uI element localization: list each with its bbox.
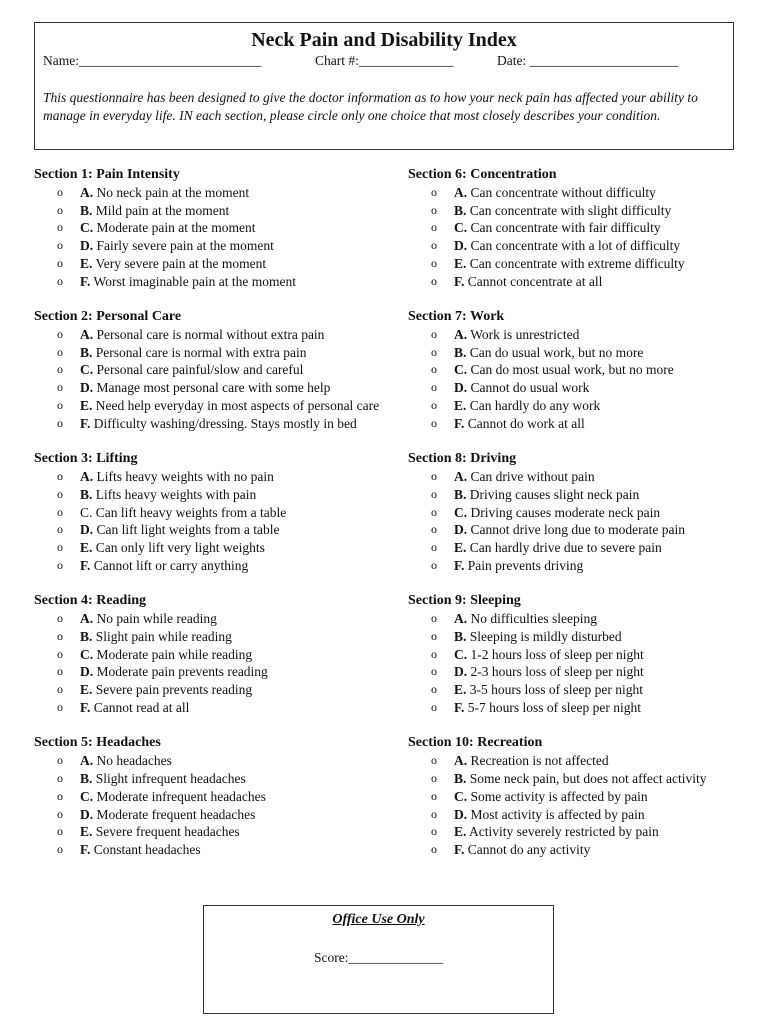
section-title: Section 7: Work <box>408 309 505 325</box>
option-item[interactable] <box>34 344 394 362</box>
option-letter: D. <box>80 380 94 396</box>
option-item[interactable] <box>34 361 394 379</box>
section <box>408 450 768 575</box>
option-text: Can hardly do any work <box>469 398 601 414</box>
option-letter: C. <box>80 646 94 662</box>
option-text: Mild pain at the moment <box>95 202 230 218</box>
option-text: 5-7 hours loss of sleep per night <box>467 700 641 716</box>
option-text: Slight infrequent headaches <box>95 770 246 786</box>
section <box>34 308 394 433</box>
circle-bullet-icon: o <box>57 842 63 857</box>
section <box>408 592 768 717</box>
option-item[interactable] <box>34 184 394 202</box>
option-text: Can concentrate with a lot of difficulty <box>470 238 681 254</box>
option-text: Need help everyday in most aspects of personal care <box>95 398 380 414</box>
option-item[interactable] <box>34 415 394 433</box>
name-field[interactable] <box>43 53 261 69</box>
section <box>34 166 394 291</box>
circle-bullet-icon: o <box>57 753 63 768</box>
circle-bullet-icon: o <box>57 824 63 839</box>
option-item[interactable] <box>34 486 394 504</box>
option-letter: B. <box>80 628 93 644</box>
option-letter: E. <box>80 824 93 840</box>
circle-bullet-icon: o <box>431 788 437 803</box>
header-box <box>34 22 734 150</box>
option-text: Pain prevents driving <box>467 557 584 573</box>
circle-bullet-icon: o <box>57 415 63 430</box>
circle-bullet-icon: o <box>431 362 437 377</box>
option-letter: E. <box>454 540 467 556</box>
score-blank: ______________ <box>348 950 443 965</box>
circle-bullet-icon: o <box>57 646 63 661</box>
option-item[interactable] <box>408 841 768 859</box>
chart-field[interactable] <box>315 53 453 69</box>
option-text: Moderate pain prevents reading <box>96 664 268 680</box>
option-list <box>34 752 394 859</box>
option-list <box>408 752 768 859</box>
option-list <box>408 610 768 717</box>
option-text: Can only lift very light weights <box>95 540 265 556</box>
circle-bullet-icon: o <box>431 753 437 768</box>
option-item[interactable] <box>34 841 394 859</box>
option-text: Can do most usual work, but no more <box>470 362 674 378</box>
option-text: No difficulties sleeping <box>470 611 597 627</box>
option-text: Personal care is normal with extra pain <box>95 344 307 360</box>
circle-bullet-icon: o <box>57 700 63 715</box>
option-text: Can concentrate with fair difficulty <box>470 220 661 236</box>
circle-bullet-icon: o <box>431 522 437 537</box>
option-letter: E. <box>80 540 93 556</box>
option-list <box>34 184 394 291</box>
option-item[interactable] <box>408 219 768 237</box>
option-list <box>408 468 768 575</box>
option-text: Sleeping is mildly disturbed <box>469 628 622 644</box>
section-title: Section 2: Personal Care <box>34 309 182 325</box>
option-text: Worst imaginable pain at the moment <box>93 273 297 289</box>
option-text: Activity severely restricted by pain <box>469 824 659 840</box>
circle-bullet-icon: o <box>431 611 437 626</box>
circle-bullet-icon: o <box>431 184 437 199</box>
option-text: Can lift heavy weights from a table <box>95 504 287 520</box>
option-item[interactable] <box>408 699 768 717</box>
section <box>408 166 768 291</box>
option-letter: C. <box>454 646 468 662</box>
circle-bullet-icon: o <box>431 238 437 253</box>
option-item[interactable] <box>34 326 394 344</box>
option-item[interactable] <box>408 237 768 255</box>
option-letter: E. <box>80 398 93 414</box>
option-item[interactable] <box>34 663 394 681</box>
circle-bullet-icon: o <box>57 220 63 235</box>
option-letter: D. <box>80 522 94 538</box>
option-letter: B. <box>454 486 467 502</box>
chart-label: Chart #: <box>315 53 359 68</box>
office-use-box <box>203 905 554 1014</box>
circle-bullet-icon: o <box>57 682 63 697</box>
option-item[interactable] <box>408 273 768 291</box>
option-letter: F. <box>80 415 91 431</box>
circle-bullet-icon: o <box>57 255 63 270</box>
option-text: Cannot read at all <box>93 700 190 716</box>
circle-bullet-icon: o <box>57 273 63 288</box>
section <box>408 734 768 859</box>
circle-bullet-icon: o <box>57 611 63 626</box>
circle-bullet-icon: o <box>57 380 63 395</box>
option-item[interactable] <box>408 788 768 806</box>
option-text: Slight pain while reading <box>95 628 232 644</box>
option-text: Moderate pain at the moment <box>96 220 256 236</box>
circle-bullet-icon: o <box>57 184 63 199</box>
option-item[interactable] <box>408 663 768 681</box>
section <box>408 308 768 433</box>
option-text: Can lift light weights from a table <box>96 522 280 538</box>
chart-blank: ______________ <box>358 53 454 68</box>
section <box>34 592 394 717</box>
name-label: Name: <box>43 53 79 68</box>
option-letter: B. <box>80 770 93 786</box>
option-text: Fairly severe pain at the moment <box>96 238 274 254</box>
option-letter: F. <box>80 700 91 716</box>
option-text: Some neck pain, but does not affect activity <box>469 770 707 786</box>
option-item[interactable] <box>34 823 394 841</box>
score-label: Score: <box>314 950 349 965</box>
date-label: Date: <box>497 53 527 68</box>
option-text: Some activity is affected by pain <box>470 788 648 804</box>
section <box>34 450 394 575</box>
option-item[interactable] <box>408 344 768 362</box>
option-letter: F. <box>454 557 465 573</box>
option-item[interactable] <box>408 539 768 557</box>
option-text: Can do usual work, but no more <box>469 344 644 360</box>
circle-bullet-icon: o <box>431 255 437 270</box>
circle-bullet-icon: o <box>431 220 437 235</box>
option-letter: A. <box>80 753 94 769</box>
option-letter: E. <box>454 682 467 698</box>
option-letter: A. <box>454 468 468 484</box>
section-title: Section 3: Lifting <box>34 451 138 467</box>
option-item[interactable] <box>34 237 394 255</box>
option-text: Cannot do any activity <box>467 842 591 858</box>
circle-bullet-icon: o <box>57 770 63 785</box>
option-letter: F. <box>454 700 465 716</box>
option-text: Cannot concentrate at all <box>467 273 603 289</box>
circle-bullet-icon: o <box>57 362 63 377</box>
right-column <box>408 166 768 876</box>
option-text: No pain while reading <box>96 611 217 627</box>
circle-bullet-icon: o <box>57 788 63 803</box>
option-letter: C. <box>454 504 468 520</box>
option-letter: D. <box>454 522 468 538</box>
option-text: Very severe pain at the moment <box>95 255 267 271</box>
option-text: Manage most personal care with some help <box>96 380 331 396</box>
option-item[interactable] <box>408 379 768 397</box>
circle-bullet-icon: o <box>431 557 437 572</box>
circle-bullet-icon: o <box>431 824 437 839</box>
option-item[interactable] <box>408 255 768 273</box>
option-letter: A. <box>80 468 94 484</box>
option-text: Can concentrate with slight difficulty <box>469 202 672 218</box>
option-text: Cannot drive long due to moderate pain <box>470 522 685 538</box>
option-item[interactable] <box>408 504 768 522</box>
option-letter: C. <box>80 362 94 378</box>
option-item[interactable] <box>408 610 768 628</box>
option-letter: C. <box>454 220 468 236</box>
circle-bullet-icon: o <box>57 540 63 555</box>
option-list <box>34 610 394 717</box>
option-letter: B. <box>80 344 93 360</box>
option-text: Can concentrate with extreme difficulty <box>469 255 685 271</box>
option-item[interactable] <box>408 326 768 344</box>
option-item[interactable] <box>34 557 394 575</box>
section-title: Section 6: Concentration <box>408 167 557 182</box>
option-text: Driving causes moderate neck pain <box>470 504 661 520</box>
circle-bullet-icon: o <box>431 486 437 501</box>
option-letter: E. <box>454 398 467 414</box>
option-list <box>34 326 394 433</box>
option-item[interactable] <box>408 806 768 824</box>
option-letter: B. <box>454 344 467 360</box>
option-text: No neck pain at the moment <box>96 184 250 200</box>
option-letter: B. <box>454 628 467 644</box>
circle-bullet-icon: o <box>57 202 63 217</box>
option-letter: C. <box>80 504 93 520</box>
option-item[interactable] <box>408 202 768 220</box>
option-item[interactable] <box>408 628 768 646</box>
option-item[interactable] <box>34 202 394 220</box>
circle-bullet-icon: o <box>431 842 437 857</box>
option-list <box>408 326 768 433</box>
option-text: Lifts heavy weights with pain <box>95 486 257 502</box>
option-letter: D. <box>454 806 468 822</box>
option-letter: B. <box>454 770 467 786</box>
option-list <box>408 184 768 291</box>
section-title: Section 10: Recreation <box>408 735 543 751</box>
circle-bullet-icon: o <box>431 700 437 715</box>
option-item[interactable] <box>34 770 394 788</box>
option-letter: A. <box>80 326 94 342</box>
option-item[interactable] <box>408 752 768 770</box>
option-text: Moderate infrequent headaches <box>96 788 266 804</box>
office-title: Office Use Only <box>332 912 425 927</box>
circle-bullet-icon: o <box>431 770 437 785</box>
option-letter: A. <box>454 611 468 627</box>
option-text: Recreation is not affected <box>470 753 609 769</box>
option-item[interactable] <box>408 770 768 788</box>
option-item[interactable] <box>408 521 768 539</box>
option-item[interactable] <box>34 539 394 557</box>
option-text: 1-2 hours loss of sleep per night <box>470 646 644 662</box>
option-text: Severe pain prevents reading <box>95 682 253 698</box>
option-letter: D. <box>454 664 468 680</box>
option-item[interactable] <box>408 646 768 664</box>
option-text: Cannot do work at all <box>467 415 585 431</box>
option-text: Most activity is affected by pain <box>470 806 645 822</box>
option-letter: F. <box>454 415 465 431</box>
circle-bullet-icon: o <box>431 646 437 661</box>
circle-bullet-icon: o <box>57 344 63 359</box>
option-letter: A. <box>80 184 94 200</box>
date-field[interactable] <box>497 53 678 69</box>
circle-bullet-icon: o <box>57 522 63 537</box>
option-letter: A. <box>80 611 94 627</box>
circle-bullet-icon: o <box>57 664 63 679</box>
option-text: Moderate pain while reading <box>96 646 253 662</box>
option-item[interactable] <box>34 379 394 397</box>
option-text: No headaches <box>96 753 172 769</box>
option-letter: C. <box>454 788 468 804</box>
option-item[interactable] <box>408 486 768 504</box>
circle-bullet-icon: o <box>431 664 437 679</box>
option-item[interactable] <box>408 681 768 699</box>
circle-bullet-icon: o <box>57 326 63 341</box>
option-letter: B. <box>80 486 93 502</box>
option-item[interactable] <box>408 557 768 575</box>
option-text: 3-5 hours loss of sleep per night <box>469 682 643 698</box>
circle-bullet-icon: o <box>431 504 437 519</box>
option-text: Severe frequent headaches <box>95 824 240 840</box>
option-item[interactable] <box>34 681 394 699</box>
section-title: Section 5: Headaches <box>34 735 161 751</box>
option-letter: B. <box>454 202 467 218</box>
circle-bullet-icon: o <box>431 344 437 359</box>
circle-bullet-icon: o <box>431 682 437 697</box>
option-letter: E. <box>80 682 93 698</box>
circle-bullet-icon: o <box>431 398 437 413</box>
circle-bullet-icon: o <box>431 326 437 341</box>
date-blank: ______________________ <box>529 53 679 68</box>
option-letter: A. <box>454 184 468 200</box>
circle-bullet-icon: o <box>57 557 63 572</box>
option-letter: D. <box>454 380 468 396</box>
option-letter: B. <box>80 202 93 218</box>
option-letter: F. <box>454 273 465 289</box>
section-title: Section 4: Reading <box>34 593 146 609</box>
form-title: Neck Pain and Disability Index <box>251 29 517 51</box>
option-text: Work is unrestricted <box>470 326 580 342</box>
name-blank: ___________________________ <box>79 53 262 68</box>
option-item[interactable] <box>34 806 394 824</box>
option-list <box>34 468 394 575</box>
option-letter: E. <box>454 824 467 840</box>
option-item[interactable] <box>34 752 394 770</box>
section-title: Section 8: Driving <box>408 451 517 467</box>
option-text: Personal care painful/slow and careful <box>96 362 304 378</box>
circle-bullet-icon: o <box>431 202 437 217</box>
option-item[interactable] <box>408 823 768 841</box>
option-letter: C. <box>80 788 94 804</box>
option-text: Cannot do usual work <box>470 380 590 396</box>
option-letter: F. <box>80 842 91 858</box>
option-text: Driving causes slight neck pain <box>469 486 640 502</box>
circle-bullet-icon: o <box>57 468 63 483</box>
circle-bullet-icon: o <box>431 415 437 430</box>
circle-bullet-icon: o <box>57 806 63 821</box>
option-item[interactable] <box>34 610 394 628</box>
option-item[interactable] <box>34 521 394 539</box>
option-item[interactable] <box>34 219 394 237</box>
circle-bullet-icon: o <box>431 540 437 555</box>
option-item[interactable] <box>34 699 394 717</box>
option-text: Lifts heavy weights with no pain <box>96 468 274 484</box>
option-text: Can drive without pain <box>470 468 595 484</box>
score-field[interactable] <box>204 950 553 966</box>
circle-bullet-icon: o <box>431 380 437 395</box>
option-text: Cannot lift or carry anything <box>93 557 249 573</box>
option-letter: C. <box>454 362 468 378</box>
left-column <box>34 166 394 876</box>
circle-bullet-icon: o <box>57 238 63 253</box>
option-letter: D. <box>80 806 94 822</box>
option-letter: D. <box>80 664 94 680</box>
option-item[interactable] <box>34 468 394 486</box>
option-text: Difficulty washing/dressing. Stays mostly in bed <box>93 415 357 431</box>
option-letter: E. <box>454 255 467 271</box>
circle-bullet-icon: o <box>431 806 437 821</box>
option-item[interactable] <box>34 255 394 273</box>
option-text: Moderate frequent headaches <box>96 806 256 822</box>
option-letter: D. <box>454 238 468 254</box>
option-item[interactable] <box>408 361 768 379</box>
circle-bullet-icon: o <box>57 398 63 413</box>
option-item[interactable] <box>408 468 768 486</box>
option-letter: A. <box>454 753 468 769</box>
option-letter: F. <box>454 842 465 858</box>
option-text: Can hardly drive due to severe pain <box>469 540 662 556</box>
option-letter: F. <box>80 273 91 289</box>
option-item[interactable] <box>34 504 394 522</box>
option-item[interactable] <box>34 273 394 291</box>
option-item[interactable] <box>34 788 394 806</box>
option-letter: D. <box>80 238 94 254</box>
option-letter: C. <box>80 220 94 236</box>
option-item[interactable] <box>34 646 394 664</box>
option-item[interactable] <box>34 397 394 415</box>
option-text: 2-3 hours loss of sleep per night <box>470 664 644 680</box>
circle-bullet-icon: o <box>57 486 63 501</box>
section-title: Section 9: Sleeping <box>408 593 521 609</box>
option-item[interactable] <box>34 628 394 646</box>
option-letter: F. <box>80 557 91 573</box>
option-letter: A. <box>454 326 468 342</box>
option-text: Personal care is normal without extra pain <box>96 326 325 342</box>
option-text: Constant headaches <box>93 842 201 858</box>
option-item[interactable] <box>408 397 768 415</box>
option-item[interactable] <box>408 415 768 433</box>
circle-bullet-icon: o <box>431 628 437 643</box>
circle-bullet-icon: o <box>57 504 63 519</box>
option-item[interactable] <box>408 184 768 202</box>
circle-bullet-icon: o <box>431 468 437 483</box>
section <box>34 734 394 859</box>
intro-text: This questionnaire has been designed to give the doctor information as to how your neck pain has affected your ability to manage in everyday life. IN each section, please circle only one choice that most closely describes your condition. <box>43 90 698 123</box>
option-letter: E. <box>80 255 93 271</box>
circle-bullet-icon: o <box>57 628 63 643</box>
option-text: Can concentrate without difficulty <box>470 184 656 200</box>
circle-bullet-icon: o <box>431 273 437 288</box>
section-title: Section 1: Pain Intensity <box>34 167 180 182</box>
